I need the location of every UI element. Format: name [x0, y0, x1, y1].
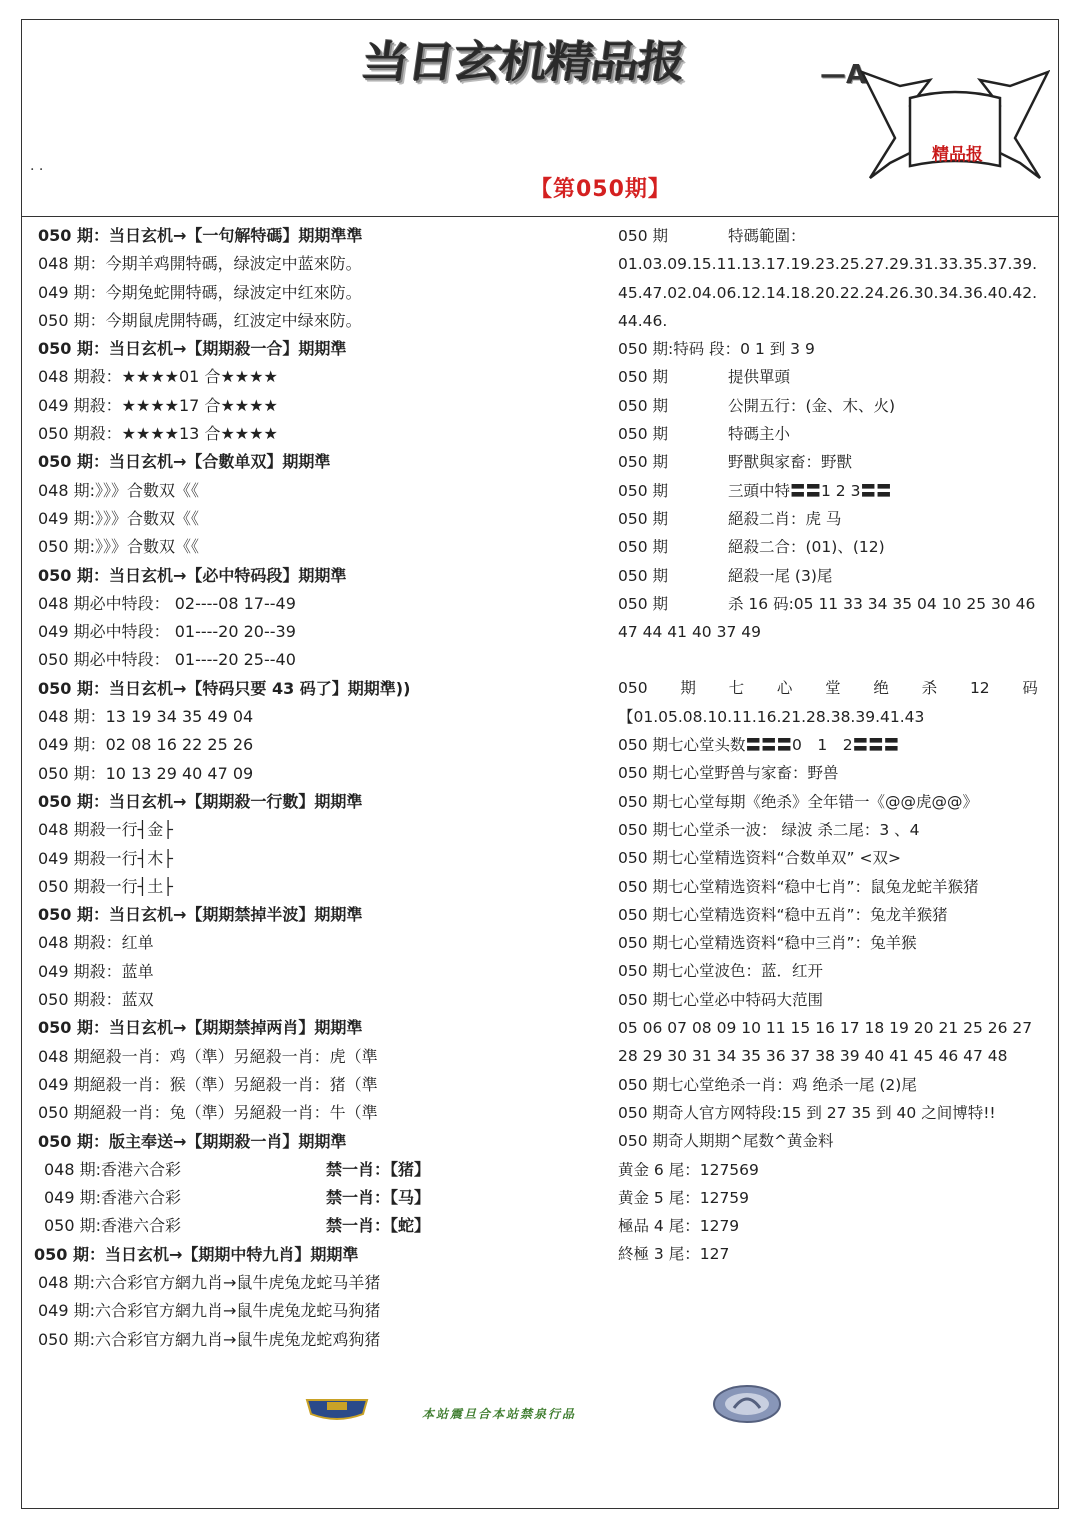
list-item: 黄金 6 尾：127569 — [618, 1160, 759, 1179]
list-item — [618, 448, 1038, 476]
list-item: 049 期:》》》合數双《《 — [38, 508, 200, 528]
list-item: 050 期殺一行┤土├ — [38, 876, 173, 896]
pair-left: 049 期:香港六合彩 — [44, 1188, 182, 1208]
list-item — [618, 562, 1038, 590]
item-prefix: 050 期 — [618, 368, 669, 387]
item-prefix: 050 期 — [618, 425, 669, 444]
list-item: 050 期七心堂精选资料“稳中五肖”：兔龙羊猴猪 — [618, 905, 948, 924]
right-line-list — [618, 703, 1038, 1269]
list-item: 048 期殺：红单 — [38, 933, 154, 953]
issue-number: 【第050期】 — [530, 177, 671, 202]
list-item: 050 期:》》》合數双《《 — [38, 537, 200, 557]
list-item: 049 期必中特段： 01----20 20--39 — [38, 622, 296, 642]
list-item: 048 期：13 19 34 35 49 04 — [38, 707, 254, 727]
list-item: 048 期：今期羊鸡開特碼，绿波定中蓝來防。 — [38, 254, 362, 274]
heading-word: 堂 — [825, 679, 841, 698]
list-item: 050 期七心堂野兽与家畜：野兽 — [618, 764, 839, 783]
list-item: 049 期：今期兔蛇開特碼，绿波定中红來防。 — [38, 282, 362, 302]
item-prefix: 050 期 — [618, 509, 669, 528]
item-text: 絕殺二肖：虎 马 — [728, 509, 842, 528]
list-item — [618, 363, 1038, 391]
list-item: 050 期:六合彩官方網九肖→鼠牛虎兔龙蛇鸡狗猪 — [38, 1329, 381, 1349]
pair-left: 050 期:香港六合彩 — [44, 1216, 182, 1236]
pair-right: 禁一肖：【蛇】 — [326, 1216, 431, 1236]
list-item: 048 期必中特段： 02----08 17--49 — [38, 593, 296, 613]
section-heading: 050 期：当日玄机→【期期禁掉半波】期期準 — [38, 905, 363, 925]
list-item: 050 期奇人官方网特段:15 到 27 35 到 40 之间博特!! — [618, 1103, 996, 1122]
list-item: 050 期：10 13 29 40 47 09 — [38, 763, 254, 783]
header-dots: . . — [30, 158, 44, 174]
list-item: 049 期殺：★★★★17 合★★★★ — [38, 395, 278, 415]
ribbon-badge-icon — [860, 68, 1050, 188]
list-item: 050 期七心堂绝杀一肖：鸡 绝杀一尾 (2)尾 — [618, 1075, 917, 1094]
section-heading: 050 期：版主奉送→【期期殺一肖】期期準 — [38, 1131, 347, 1151]
list-item: 050 期絕殺一肖：兔（準）另絕殺一肖：牛（準 — [38, 1103, 378, 1123]
list-item: 050 期七心堂精选资料“稳中三肖”：兔羊猴 — [618, 934, 917, 953]
list-item: 黄金 5 尾：12759 — [618, 1188, 750, 1207]
list-item: 050 期七心堂杀一波： 绿波 杀二尾：3 、4 — [618, 820, 920, 839]
heading-word: 杀 — [921, 679, 938, 698]
list-item — [38, 1212, 578, 1240]
list-item: 049 期殺：蓝单 — [38, 961, 154, 981]
left-main-list — [38, 222, 578, 1156]
list-item — [618, 505, 1038, 533]
section-heading: 050 期：当日玄机→【必中特码段】期期準 — [38, 565, 347, 585]
section-heading: 050 期：当日玄机→【特码只要 43 码了】期期準)) — [38, 678, 411, 698]
item-prefix: 050 期 — [618, 453, 669, 472]
heading-word: 心 — [776, 679, 793, 698]
heading-word: 12 — [969, 679, 990, 698]
item-text: 提供單頭 — [728, 368, 791, 387]
heading-word: 绝 — [873, 679, 889, 698]
section-heading: 050 期：当日玄机→【合數单双】期期準 — [38, 452, 331, 472]
page-title: 当日玄机精品报 — [357, 37, 688, 88]
section-heading: 050 期：当日玄机→【一句解特碼】期期準準 — [38, 226, 363, 245]
list-item: 050 期奇人期期^尾数^黄金料 — [618, 1132, 834, 1151]
item-prefix: 050 期 — [618, 538, 669, 557]
item-prefix: 050 期 — [618, 566, 669, 585]
list-item: 05 06 07 08 09 10 11 15 16 17 18 19 20 21 25 26 27 28 29 30 31 34 35 36 37 38 39 40 41 45 46 47 48 — [618, 1019, 1033, 1066]
list-item: 050 期七心堂波色：蓝．红开 — [618, 962, 824, 981]
list-item: 050 期：今期鼠虎開特碼，红波定中绿來防。 — [38, 310, 362, 330]
list-item: 050 期殺：★★★★13 合★★★★ — [38, 424, 278, 444]
segment-line: 050 期:特码 段：0 1 到 3 9 — [618, 340, 815, 359]
list-item — [618, 590, 1038, 647]
item-text: 野獸與家畜：野獸 — [728, 453, 853, 472]
item-text: 杀 16 码:05 11 33 34 35 04 10 25 30 46 47 44 41 40 37 49 — [618, 594, 1036, 642]
list-item: 050 期七心堂必中特码大范围 — [618, 990, 824, 1009]
list-item — [618, 392, 1038, 420]
list-item: 048 期殺：★★★★01 合★★★★ — [38, 367, 278, 387]
heading-word: 期 — [680, 679, 696, 698]
list-item: 極品 4 尾：1279 — [618, 1217, 740, 1236]
list-item — [618, 533, 1038, 561]
list-item: 048 期殺一行┤金├ — [38, 820, 173, 840]
left-tail-list — [34, 1241, 578, 1354]
list-item: 049 期絕殺一肖：猴（準）另絕殺一肖：猪（準 — [38, 1074, 378, 1094]
spacer — [618, 646, 1038, 674]
list-item: 050 期七心堂每期《绝杀》全年错一《@@虎@@》 — [618, 792, 979, 811]
right-column — [618, 222, 1038, 1269]
list-item: 050 期七心堂精选资料“稳中七肖”：鼠兔龙蛇羊猴猪 — [618, 877, 979, 896]
page-title-suffix: —A — [820, 60, 867, 90]
list-item — [618, 420, 1038, 448]
list-item — [38, 1156, 578, 1184]
list-item — [38, 1184, 578, 1212]
list-item: 048 期絕殺一肖：鸡（準）另絕殺一肖：虎（準 — [38, 1046, 378, 1066]
range-heading: 050 期 特碼範圍： — [618, 227, 806, 245]
list-item: 049 期殺一行┤木├ — [38, 848, 173, 868]
kill-12-heading — [618, 674, 1038, 702]
item-text: 公開五行：(金、木、火) — [728, 396, 896, 415]
item-prefix: 050 期 — [618, 396, 669, 415]
item-text: 絕殺一尾 (3)尾 — [728, 566, 833, 585]
list-item — [618, 477, 1038, 505]
pair-right: 禁一肖：【马】 — [326, 1188, 431, 1208]
list-item: 終極 3 尾：127 — [618, 1245, 730, 1264]
list-item: 048 期:》》》合數双《《 — [38, 480, 200, 500]
heading-word: 七 — [728, 679, 745, 698]
list-item: 050 期殺：蓝双 — [38, 990, 154, 1010]
section-heading: 050 期：当日玄机→【期期禁掉两肖】期期準 — [38, 1018, 363, 1038]
list-item: 050 期必中特段： 01----20 25--40 — [38, 650, 296, 670]
range-values: 01.03.09.15.11.13.17.19.23.25.27.29.31.33.35.37.39.45.47.02.04.06.12.14.18.20.22.24.26.30.34.36.40.42.44.46. — [618, 255, 1038, 330]
footer-text: 本站震旦合本站禁泉行品 — [422, 1407, 577, 1421]
right-item-list — [618, 363, 1038, 646]
pair-right: 禁一肖：【猪】 — [326, 1159, 431, 1179]
list-item: 048 期:六合彩官方網九肖→鼠牛虎兔龙蛇马羊猪 — [38, 1272, 381, 1292]
list-item: 【01.05.08.10.11.16.21.28.38.39.41.43 — [618, 707, 925, 726]
section-heading: 050 期：当日玄机→【期期殺一合】期期準 — [38, 339, 347, 359]
list-item: 049 期：02 08 16 22 25 26 — [38, 735, 254, 755]
emblem-logo-icon — [305, 1396, 369, 1422]
left-pair-list — [38, 1156, 578, 1241]
item-text: 三頭中特〓〓1 2 3〓〓 — [728, 481, 892, 500]
item-text: 絕殺二合：(01)、(12) — [728, 538, 885, 557]
section-heading: 050 期：当日玄机→【期期殺一行數】期期準 — [38, 791, 363, 811]
item-prefix: 050 期 — [618, 594, 669, 613]
left-column — [34, 222, 578, 1354]
item-text: 特碼主小 — [728, 425, 791, 444]
item-prefix: 050 期 — [618, 481, 669, 500]
list-item: 050 期七心堂头数〓〓〓0 1 2〓〓〓 — [618, 736, 900, 755]
list-item: 050 期七心堂精选资料“合数单双” <双> — [618, 849, 901, 868]
section-heading: 050 期：当日玄机→【期期中特九肖】期期準 — [34, 1244, 359, 1264]
seal-logo-icon — [712, 1384, 782, 1424]
pair-left: 048 期:香港六合彩 — [44, 1159, 182, 1179]
header-divider — [21, 216, 1059, 217]
heading-word: 050 — [618, 679, 648, 698]
badge-label: 精品报 — [932, 145, 983, 165]
heading-word: 码 — [1022, 679, 1038, 698]
list-item: 049 期:六合彩官方網九肖→鼠牛虎兔龙蛇马狗猪 — [38, 1301, 381, 1321]
